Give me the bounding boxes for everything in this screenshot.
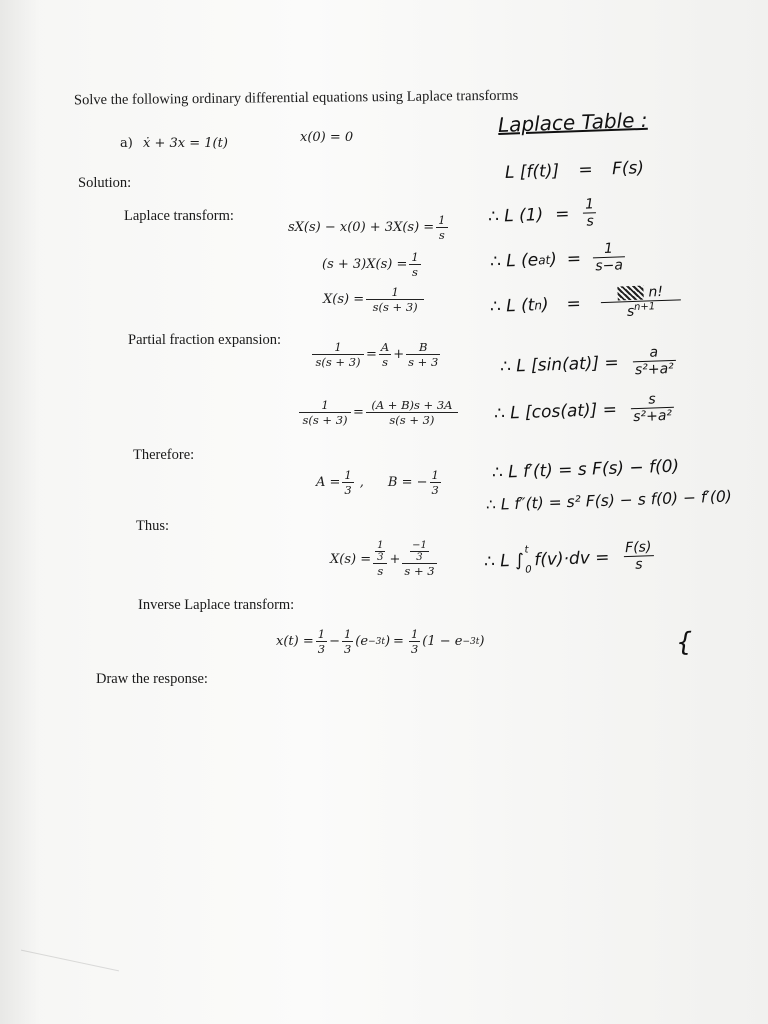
Xs-result bbox=[330, 540, 439, 578]
frac-num: $\frac{-1}{3}$ bbox=[412, 540, 427, 563]
frac-den: 3 bbox=[431, 483, 439, 497]
plus-sign: + bbox=[393, 347, 405, 362]
table-row-sine: ∴ L [sin(at)] = $\frac{a}{\text{s²+a²}}$ bbox=[499, 344, 675, 379]
fraction-one-third bbox=[342, 468, 353, 497]
frac-num: 1 bbox=[411, 250, 419, 264]
coefficient-values: A = $\frac{1}{3}$ , B = − $\frac{1}{3}$ bbox=[316, 468, 439, 497]
table-row-exponential: ∴ L (e at ) = $\frac{1}{s-a}$ bbox=[489, 240, 624, 275]
fraction-one-third: $\frac{1}{3}$ bbox=[317, 627, 326, 656]
frac-den: s(s + 3) bbox=[312, 354, 364, 369]
pfe-equation-1 bbox=[310, 340, 442, 369]
equation-3 bbox=[323, 285, 426, 314]
xt-equals: x(t) = bbox=[276, 634, 314, 649]
frac-den: s bbox=[379, 354, 391, 369]
table-row-power: ∴ L (t n ) = $\frac{n!}{s^{n+1}}$ bbox=[489, 283, 683, 324]
frac-den: s bbox=[373, 563, 387, 578]
equation-2 bbox=[322, 250, 423, 279]
table-row-integral: ∴ L ∫ t 0 f(v)·dv = $\frac{F(s)}{s}$ bbox=[483, 539, 656, 578]
frac-num: 1 bbox=[431, 468, 439, 482]
handwritten-bracket: { bbox=[675, 627, 694, 658]
frac-den: s(s + 3) bbox=[366, 299, 424, 314]
solution-label: Solution: bbox=[78, 175, 132, 191]
frac-den: s(s + 3) bbox=[366, 412, 458, 427]
thus-label: Thus: bbox=[136, 518, 170, 534]
initial-condition: x(0) = 0 bbox=[300, 130, 354, 145]
frac-num: (A + B)s + 3A bbox=[371, 398, 453, 412]
page-edge-shadow bbox=[0, 0, 40, 1024]
fraction-combined bbox=[366, 398, 458, 427]
table-row-first-derivative: ∴ L f′(t) = s F(s) − f(0) bbox=[491, 456, 680, 483]
frac-den: s bbox=[436, 227, 447, 242]
frac-den: s + 3 bbox=[408, 355, 439, 369]
fraction-one-third: $\frac{1}{3}$ bbox=[410, 627, 419, 656]
equation-2-lhs: (s + 3)X(s) = bbox=[322, 257, 408, 272]
equation-1-lhs: sX(s) − x(0) + 3X(s) = bbox=[288, 220, 435, 235]
equals-sign: = bbox=[353, 405, 364, 420]
draw-response-label: Draw the response: bbox=[96, 671, 208, 687]
frac-num: 1 bbox=[344, 468, 352, 482]
equation-3-lhs: X(s) = bbox=[323, 292, 365, 307]
fraction-1-over-s bbox=[436, 213, 447, 242]
exp-superscript: −3t bbox=[462, 636, 480, 647]
laplace-table-title: Laplace Table : bbox=[497, 107, 648, 137]
fraction-B-over-s3 bbox=[406, 340, 440, 369]
fraction-1-over-s-s3 bbox=[366, 285, 424, 314]
fraction-1-over-s bbox=[409, 250, 420, 279]
frac-den: 3 bbox=[344, 483, 352, 497]
fraction-lhs bbox=[299, 398, 351, 427]
table-row-definition: L [f(t)] = F(s) bbox=[504, 158, 645, 183]
part-label: a) bbox=[120, 136, 133, 151]
minus-sign: − bbox=[329, 634, 340, 649]
problem-heading: Solve the following ordinary differential equations using Laplace transforms bbox=[73, 87, 519, 109]
B-equals: B = − bbox=[387, 475, 428, 490]
exp-superscript: −3t bbox=[368, 636, 385, 647]
frac-num: 1 bbox=[321, 398, 329, 412]
fraction-A-over-s bbox=[379, 340, 391, 369]
equals-sign: = bbox=[366, 347, 377, 362]
therefore-label: Therefore: bbox=[133, 447, 195, 463]
pfe-equation-2 bbox=[297, 398, 460, 427]
table-row-cosine: ∴ L [cos(at)] = $\frac{s}{\text{s²+a²}}$ bbox=[493, 391, 673, 426]
frac-num: 1 bbox=[391, 285, 399, 299]
inverse-laplace-label: Inverse Laplace transform: bbox=[138, 597, 295, 613]
table-row-unit-step: ∴ L (1) = $\frac{1}{s}$ bbox=[487, 196, 598, 233]
fraction-one-third bbox=[430, 468, 441, 497]
fraction-one-third: $\frac{1}{3}$ bbox=[343, 627, 352, 656]
fraction-third-over-s bbox=[373, 540, 387, 578]
frac-den: s(s + 3) bbox=[299, 412, 351, 427]
pfe-label: Partial fraction expansion: bbox=[128, 332, 282, 348]
plus-sign: + bbox=[389, 551, 401, 567]
frac-num: A bbox=[380, 340, 390, 354]
equation-1 bbox=[288, 213, 450, 242]
frac-den: s bbox=[409, 264, 420, 279]
equals-sign: = bbox=[393, 634, 404, 649]
scribbled-out-mark bbox=[618, 286, 644, 301]
frac-num: B bbox=[418, 340, 428, 354]
one-minus-term: (1 − e bbox=[422, 634, 463, 649]
fraction-neg-third-over-s3 bbox=[402, 540, 436, 578]
A-equals: A = bbox=[316, 475, 341, 490]
problem-equation: ẋ + 3x = 1(t) bbox=[143, 136, 228, 151]
table-row-second-derivative: ∴ L f″(t) = s² F(s) − s f(0) − f′(0) bbox=[485, 487, 733, 514]
frac-num: $\frac{1}{3}$ bbox=[377, 540, 384, 563]
frac-den: s + 3 bbox=[404, 564, 435, 578]
laplace-transform-label: Laplace transform: bbox=[124, 208, 234, 224]
exp-term: (e bbox=[355, 634, 369, 649]
fraction-lhs bbox=[312, 340, 364, 369]
frac-num: 1 bbox=[334, 340, 342, 354]
xt-result: x(t) = $\frac{1}{3}$ − $\frac{1}{3}$ (e −3t ) = $\frac{1}{3}$ (1 − e −3t ) bbox=[276, 627, 485, 656]
frac-num: 1 bbox=[438, 213, 446, 227]
Xs-equals: X(s) = bbox=[330, 551, 372, 567]
